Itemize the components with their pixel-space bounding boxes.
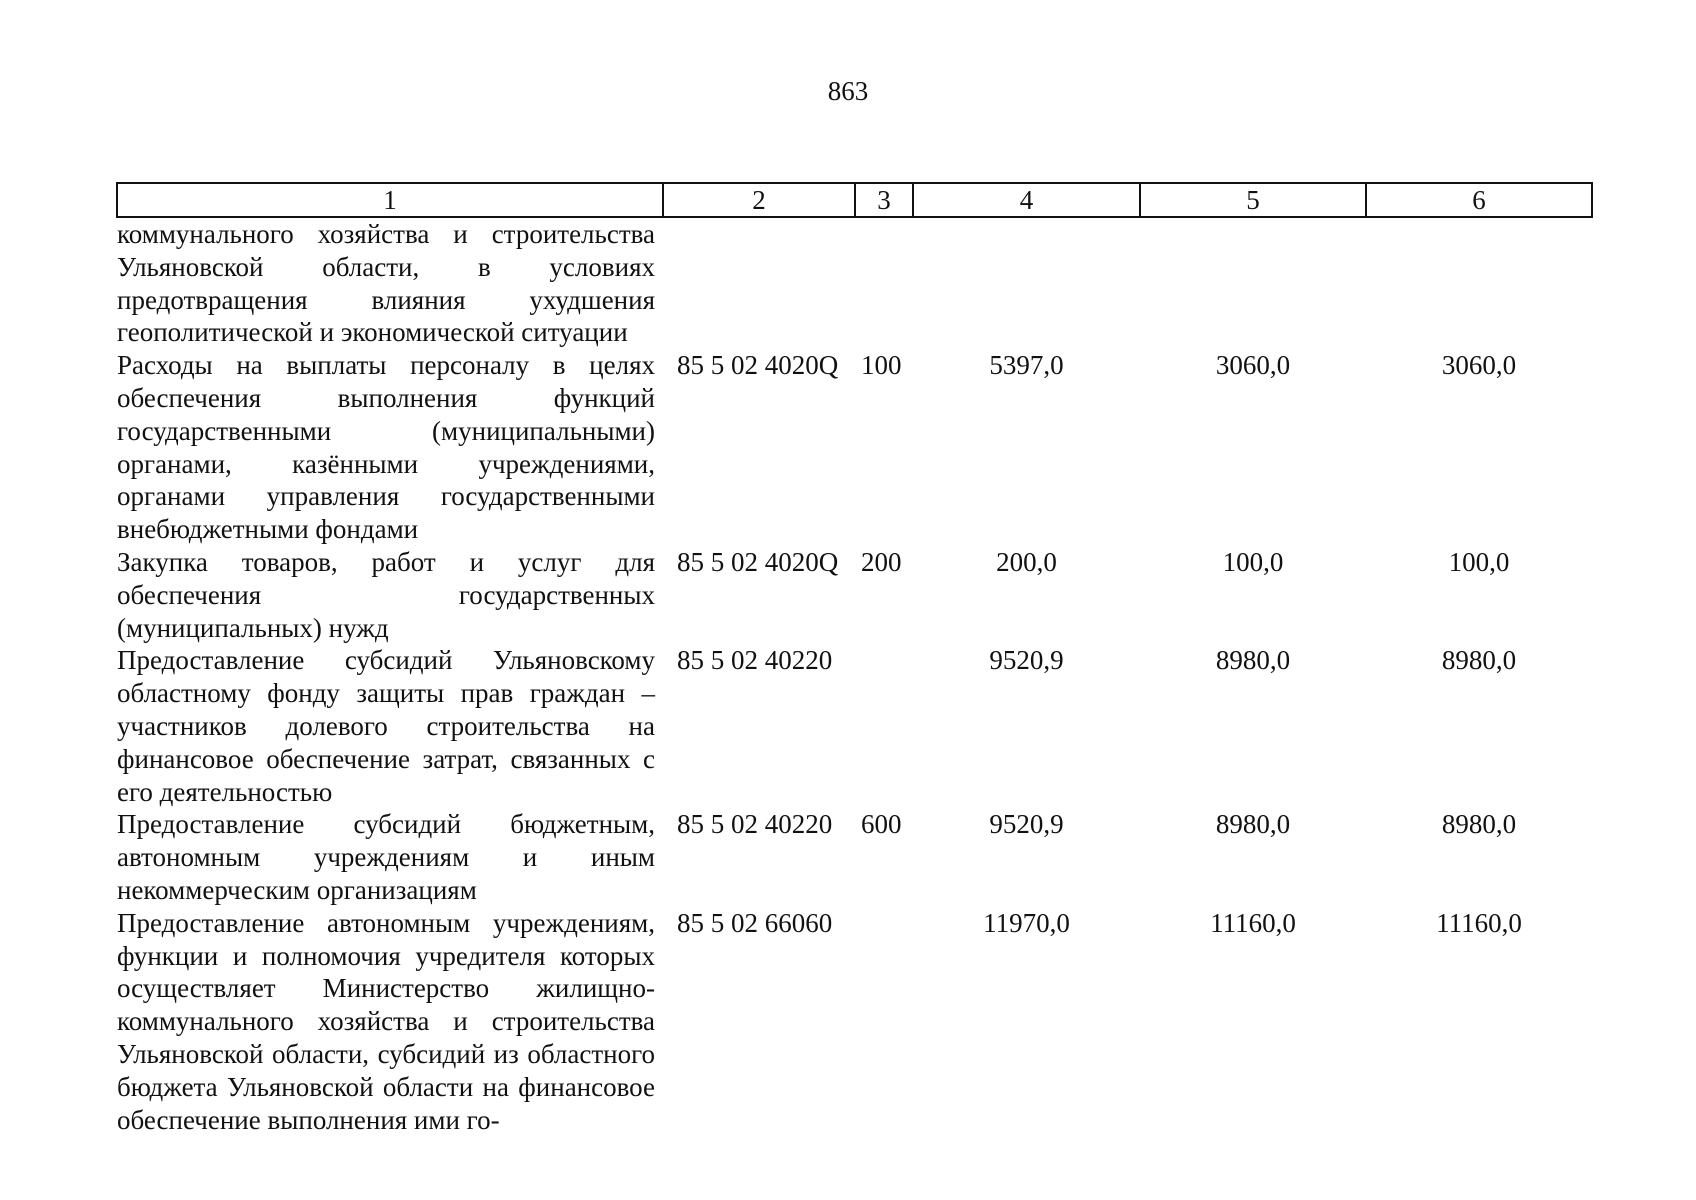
table-row	[117, 907, 1592, 1137]
row-expense-type	[855, 217, 913, 349]
row-code: 85 5 02 40220	[677, 645, 833, 676]
table-row	[117, 644, 1592, 808]
row-value-6: 8980,0	[1441, 645, 1517, 676]
row-value-4: 11970,0	[983, 907, 1070, 938]
header-col-1: 1	[117, 183, 663, 217]
row-value-6: 11160,0	[1436, 907, 1522, 938]
budget-table	[116, 182, 1593, 1136]
row-code: 85 5 02 4020Q	[677, 546, 839, 577]
row-expense-type: 600	[861, 809, 902, 840]
table-header	[117, 183, 1592, 217]
row-value-4: 9520,9	[989, 645, 1064, 676]
row-value-5: 8980,0	[1215, 809, 1291, 840]
row-value-5: 100,0	[1222, 546, 1284, 577]
row-value-5	[1140, 217, 1366, 349]
row-value-4: 9520,9	[989, 809, 1064, 840]
header-col-5: 5	[1140, 183, 1366, 217]
header-col-4: 4	[913, 183, 1140, 217]
header-row	[117, 183, 1592, 217]
table-row	[117, 808, 1592, 906]
row-value-5: 3060,0	[1215, 350, 1291, 381]
table-body	[117, 217, 1592, 1136]
row-value-4: 5397,0	[989, 350, 1064, 381]
row-expense-type: 200	[861, 546, 902, 577]
row-value-6: 8980,0	[1441, 809, 1517, 840]
table-row	[117, 546, 1592, 644]
row-description: Предоставление субсидий бюджетным, автономным учреждениям и иным некоммерческим организациям	[117, 809, 655, 905]
row-expense-type: 100	[861, 350, 902, 381]
row-description: Предоставление субсидий Ульяновскому областному фонду защиты прав граждан – участников долевого строительства на финансовое обеспечение затрат, связанных с его деятельностью	[117, 645, 655, 807]
row-value-6	[1366, 217, 1592, 349]
row-code: 85 5 02 40220	[677, 809, 833, 840]
header-col-3: 3	[855, 183, 913, 217]
page-number: 863	[827, 76, 869, 106]
row-value-6: 3060,0	[1441, 350, 1517, 381]
row-description: Расходы на выплаты персоналу в целях обеспечения выполнения функций государственными (муниципальными) органами, казёнными учреждениями, органами управления государственными внебюджетными фондами	[117, 350, 655, 545]
row-expense-type	[855, 644, 913, 808]
table-row	[117, 217, 1592, 349]
row-value-4	[913, 217, 1140, 349]
row-description: коммунального хозяйства и строительства Ульяновской области, в условиях предотвращения влияния ухудшения геополитической и экономической ситуации	[117, 219, 655, 348]
row-expense-type	[855, 907, 913, 1137]
header-col-6: 6	[1366, 183, 1592, 217]
row-code: 85 5 02 4020Q	[677, 350, 839, 381]
row-value-4: 200,0	[996, 546, 1057, 577]
row-description: Предоставление автономным учреждениям, функции и полномочия учредителя которых осуществляет Министерство жилищно-коммунального хозяйства и строительства Ульяновской области, субсидий из областного бюджета Ульяновской области на финансовое обеспечение выполнения ими го-	[117, 907, 655, 1135]
row-value-5: 11160,0	[1210, 907, 1296, 938]
row-value-6: 100,0	[1448, 546, 1510, 577]
row-value-5: 8980,0	[1215, 645, 1291, 676]
row-code	[663, 217, 855, 349]
header-col-2: 2	[663, 183, 855, 217]
table-row	[117, 349, 1592, 546]
row-code: 85 5 02 66060	[677, 907, 833, 938]
row-description: Закупка товаров, работ и услуг для обеспечения государственных (муниципальных) нужд	[117, 546, 655, 643]
